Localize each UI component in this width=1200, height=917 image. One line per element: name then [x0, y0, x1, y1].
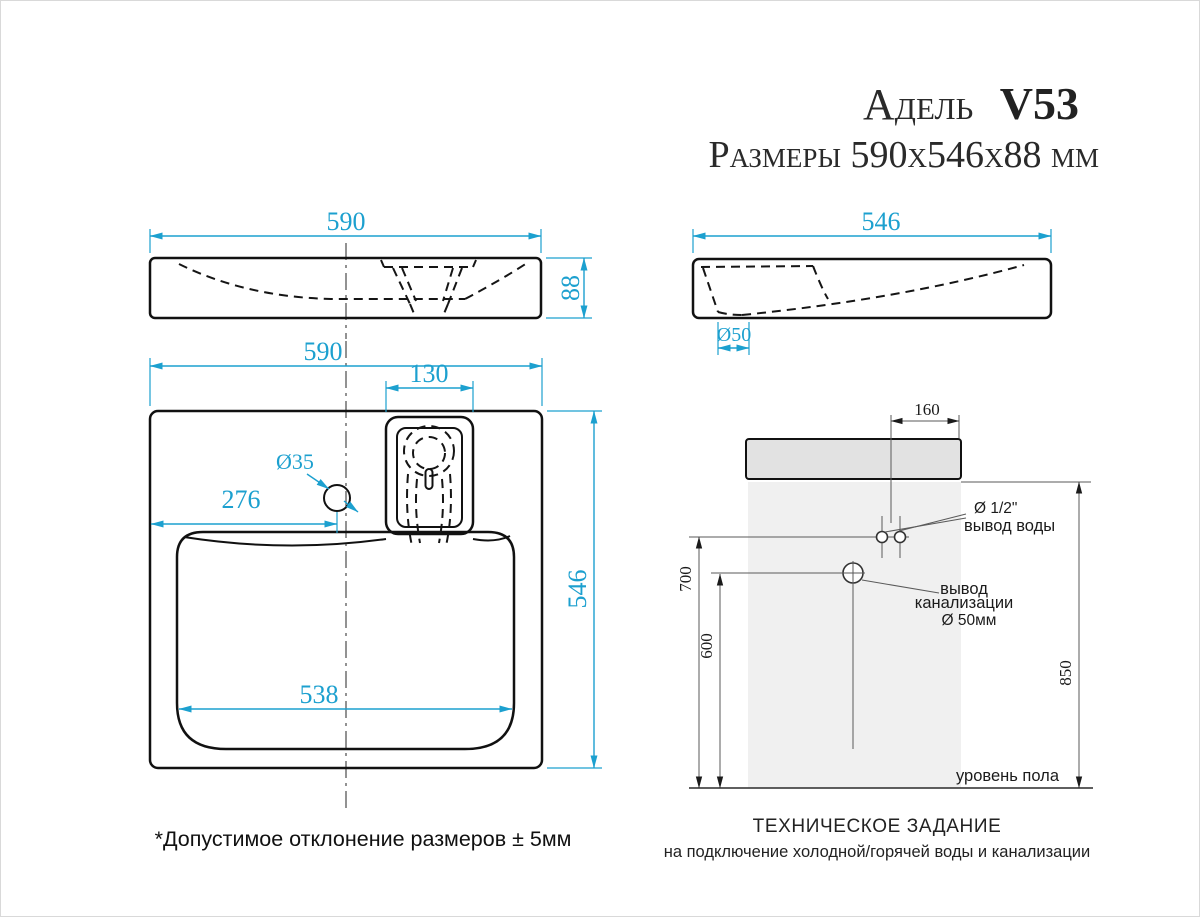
sewage-height-dim: 600 [697, 633, 716, 659]
pedestal-silhouette [748, 482, 961, 788]
overall-dimensions-text: Размеры 590х546х88 мм [708, 134, 1099, 176]
floor-level-label: уровень пола [955, 767, 1059, 785]
top-view-dim-labels [222, 337, 593, 709]
side-view-dim-labels [717, 207, 901, 346]
front-view-hidden-lines [179, 260, 527, 316]
sink-silhouette [746, 439, 961, 479]
faucet-offset-dim: 160 [914, 400, 940, 419]
header [708, 78, 1099, 176]
faucet-hole-offset-dim: 276 [221, 485, 261, 514]
bowl-width-dim: 538 [299, 680, 339, 709]
faucet-platform-width-dim: 130 [409, 359, 449, 388]
bowl-front-edge-left [184, 537, 386, 546]
top-view-dimensions [150, 358, 602, 768]
side-depth-dim: 546 [861, 207, 901, 236]
installation-caption-subtitle: на подключение холодной/горячей воды и канализации [663, 843, 1091, 861]
front-width-dim: 590 [326, 207, 366, 236]
rim-height-dim: 850 [1056, 660, 1075, 686]
sewage-diameter-label: Ø 50мм [941, 612, 997, 629]
side-view-hidden-lines [701, 265, 1024, 315]
front-view-dimensions [150, 229, 592, 318]
overflow-slot [426, 469, 433, 489]
front-height-dim: 88 [556, 275, 585, 301]
technical-drawing-canvas [1, 1, 1200, 917]
sewage-label-line1: вывод [940, 580, 988, 598]
top-width-dim: 590 [303, 337, 343, 366]
top-view [150, 337, 602, 809]
product-model: V53 [999, 78, 1079, 129]
drain-diameter-dim: Ø50 [716, 324, 752, 346]
water-outlet-2 [895, 532, 906, 543]
water-outlet-label: вывод воды [964, 517, 1056, 535]
front-view-dim-labels [327, 207, 586, 301]
sewage-label-line2: канализации [914, 594, 1014, 612]
water-outlet-1 [877, 532, 888, 543]
installation-diagram [664, 400, 1093, 861]
top-depth-dim: 546 [563, 569, 592, 609]
tolerance-footnote: *Допустимое отклонение размеров ± 5мм [154, 827, 572, 851]
page-title [863, 78, 1079, 129]
side-view [693, 207, 1051, 355]
water-pipe-diameter-label: Ø 1/2" [974, 500, 1018, 517]
faucet-hole-diameter-dim: Ø35 [276, 449, 314, 474]
water-height-dim: 700 [676, 566, 695, 592]
product-name: Адель [863, 80, 974, 129]
installation-caption-title: ТЕХНИЧЕСКОЕ ЗАДАНИЕ [752, 816, 1002, 837]
side-view-body [693, 259, 1051, 318]
front-view [150, 207, 592, 339]
